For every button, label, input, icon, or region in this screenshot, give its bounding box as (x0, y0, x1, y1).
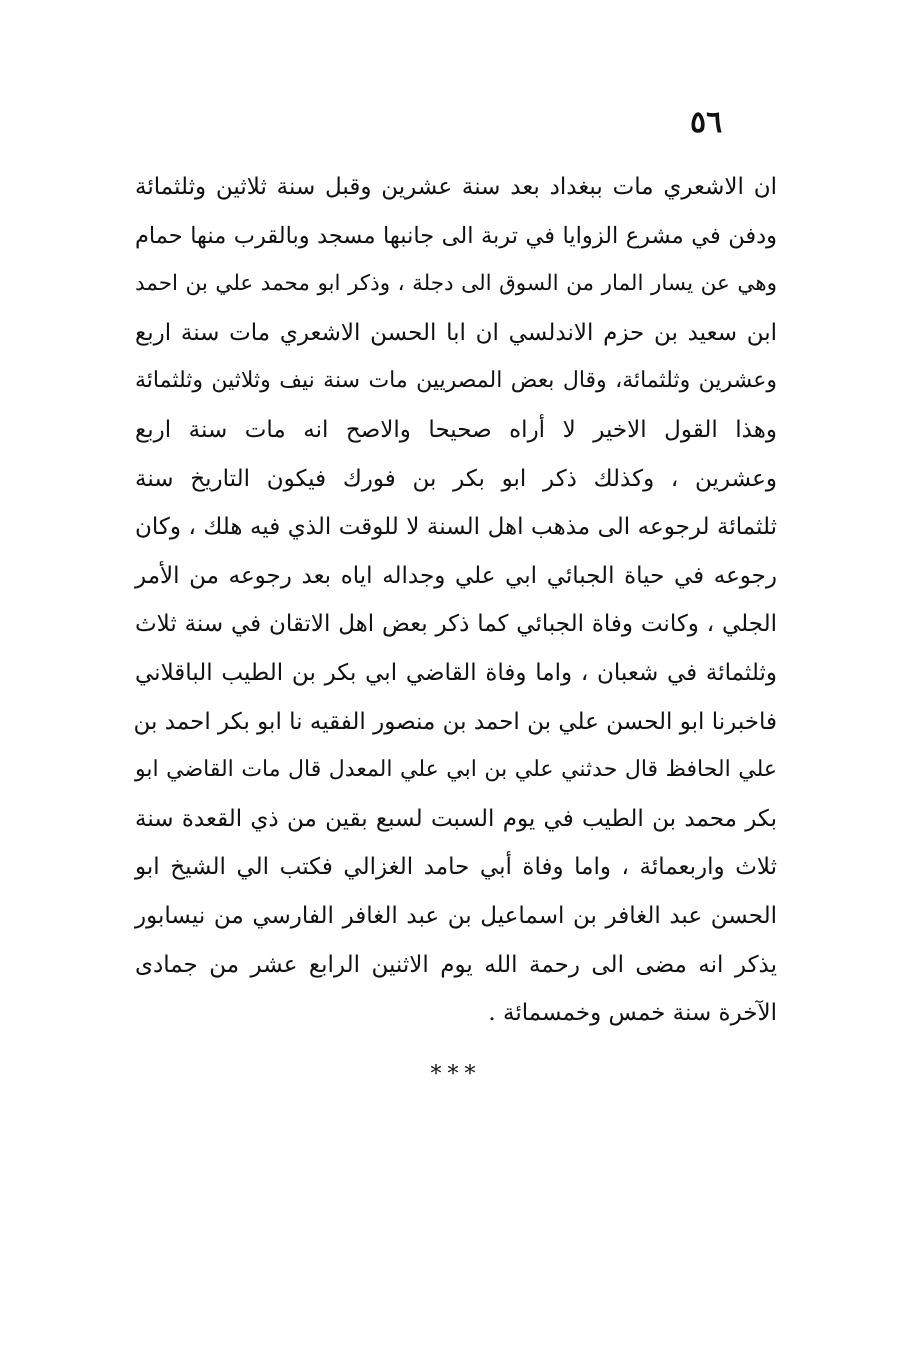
text-line: وعشرين ، وكذلك ذكر ابو بكر بن فورك فيكون التاريخ سنة (135, 465, 777, 492)
text-line: علي الحافظ قال حدثني علي بن ابي علي المعدل قال مات القاضي ابو (135, 757, 777, 783)
text-line: رجوعه في حياة الجبائي ابي علي وجداله اياه بعد رجوعه من الأمر (135, 562, 777, 589)
text-line: يذكر انه مضى الى رحمة الله يوم الاثنين الرابع عشر من جمادى (135, 951, 777, 978)
text-line: ثلثمائة لرجوعه الى مذهب اهل السنة لا للوقت الذي فيه هلك ، وكان (135, 514, 777, 541)
text-line: فاخبرنا ابو الحسن علي بن احمد بن منصور الفقيه نا ابو بكر احمد بن (133, 708, 777, 735)
text-line-last: الآخرة سنة خمس وخمسمائة . (488, 1000, 777, 1027)
text-line: ابن سعيد بن حزم الاندلسي ان ابا الحسن الاشعري مات سنة اربع (135, 319, 777, 346)
page-number: ٥٦ (690, 105, 723, 140)
text-line: ودفن في مشرع الزوايا في تربة الى جانبها مسجد وبالقرب منها حمام (135, 222, 777, 249)
text-line: وهي عن يسار المار من السوق الى دجلة ، وذكر ابو محمد علي بن احمد (135, 271, 777, 297)
body-text (135, 163, 777, 1038)
text-line: الحسن عبد الغافر بن اسماعيل بن عبد الغافر الفارسي من نيسابور (135, 902, 777, 929)
text-line: بكر محمد بن الطيب في يوم السبت لسبع بقين من ذي القعدة سنة (135, 805, 777, 832)
text-line: ثلاث واربعمائة ، واما وفاة أبي حامد الغزالي فكتب الي الشيخ ابو (135, 854, 777, 881)
text-line: ان الاشعري مات ببغداد بعد سنة عشرين وقبل سنة ثلاثين وثلثمائة (135, 174, 777, 200)
text-line: وعشرين وثلثمائة، وقال بعض المصريين مات سنة نيف وثلاثين وثلثمائة (135, 368, 777, 394)
section-ornament: *** (430, 1062, 482, 1087)
text-line: وثلثمائة في شعبان ، واما وفاة القاضي ابي بكر بن الطيب الباقلاني (135, 659, 777, 686)
text-line: وهذا القول الاخير لا أراه صحيحا والاصح انه مات سنة اربع (135, 416, 777, 443)
text-line: الجلي ، وكانت وفاة الجبائي كما ذكر بعض اهل الاتقان في سنة ثلاث (135, 611, 777, 638)
